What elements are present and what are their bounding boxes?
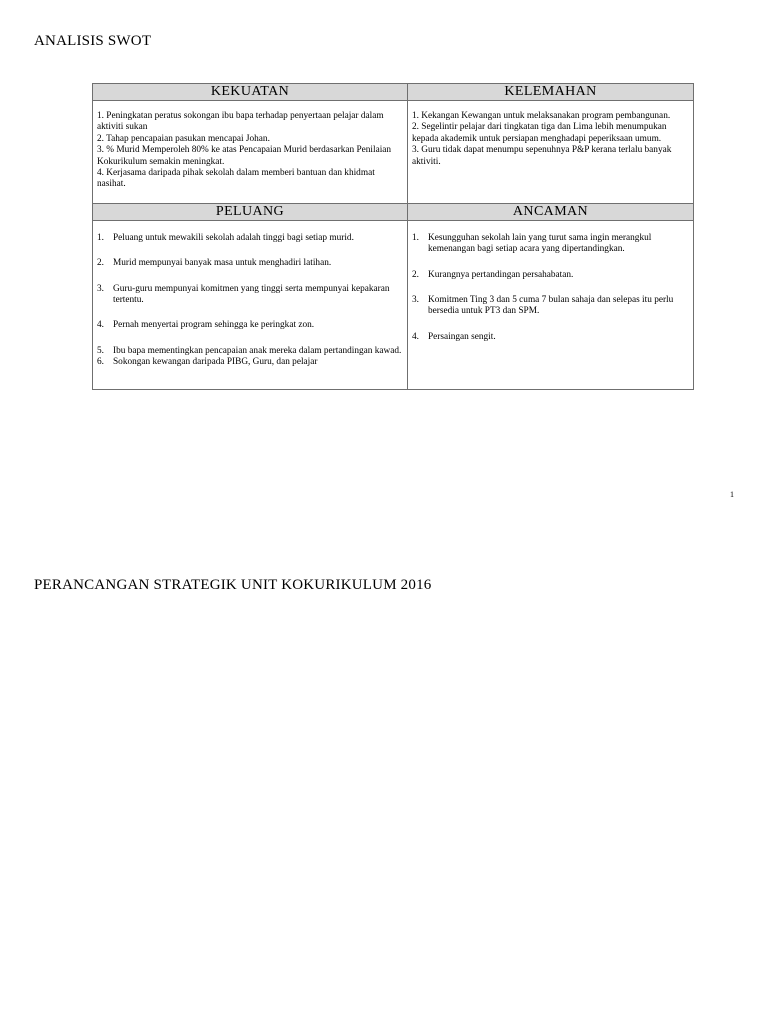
threat-item: 2. Kurangnya pertandingan persahabatan. — [412, 269, 574, 280]
weaknesses-heading: KELEMAHAN — [408, 84, 694, 101]
swot-table — [92, 83, 694, 390]
strengths-cell — [93, 101, 408, 204]
strength-item: 4. Kerjasama daripada pihak sekolah dalam memberi bantuan dan khidmat nasihat. — [97, 168, 375, 190]
threats-cell — [408, 220, 694, 389]
swot-content-row-top — [93, 101, 694, 204]
opportunity-item: 5. Ibu bapa mementingkan pencapaian anak mereka dalam pertandingan kawad. — [97, 345, 402, 356]
opportunity-item: 6. Sokongan kewangan daripada PIBG, Guru, dan pelajar — [97, 357, 318, 368]
opportunities-cell — [93, 220, 408, 389]
threat-item: 1. Kesungguhan sekolah lain yang turut sama ingin merangkul kemenangan bagi setiap acara yang dipertandingkan. — [412, 232, 652, 255]
weakness-item: 1. Kekangan Kewangan untuk melaksanakan program pembangunan. — [412, 111, 671, 121]
weakness-item: 2. Segelintir pelajar dari tingkatan tiga dan Lima lebih menumpukan kepada akademik untuk persiapan menghadapi peperiksaan umum. — [412, 122, 667, 144]
strengths-heading: KEKUATAN — [93, 84, 408, 101]
strength-item: 2. Tahap pencapaian pasukan mencapai Johan. — [97, 133, 270, 144]
threats-heading: ANCAMAN — [408, 203, 694, 220]
swot-header-row-top — [93, 84, 694, 101]
opportunity-item: 4. Pernah menyertai program sehingga ke peringkat zon. — [97, 320, 315, 331]
page-number: 1 — [730, 490, 734, 499]
section-title: PERANCANGAN STRATEGIK UNIT KOKURIKULUM 2016 — [34, 577, 432, 593]
opportunity-item: 1. Peluang untuk mewakili sekolah adalah tinggi bagi setiap murid. — [97, 232, 354, 243]
strength-item: 1. Peningkatan peratus sokongan ibu bapa terhadap penyertaan pelajar dalam aktiviti sukan — [97, 111, 384, 133]
opportunity-item: 2. Murid mempunyai banyak masa untuk menghadiri latihan. — [97, 258, 332, 269]
strength-item: 3. % Murid Memperoleh 80% ke atas Pencapaian Murid berdasarkan Penilaian Kokurikulum semakin meningkat. — [97, 145, 392, 167]
weaknesses-cell — [408, 101, 694, 204]
threat-item: 3. Komitmen Ting 3 dan 5 cuma 7 bulan sahaja dan selepas itu perlu bersedia untuk PT3 dan SPM. — [412, 295, 674, 317]
opportunities-heading: PELUANG — [93, 203, 408, 220]
threat-item: 4. Persaingan sengit. — [412, 331, 496, 342]
weakness-item: 3. Guru tidak dapat menumpu sepenuhnya P&P kerana terlalu banyak aktiviti. — [412, 145, 672, 167]
page-title: ANALISIS SWOT — [34, 33, 152, 49]
swot-header-row-bottom — [93, 203, 694, 220]
opportunity-item: 3. Guru-guru mempunyai komitmen yang tinggi serta mempunyai kepakaran tertentu. — [97, 283, 390, 306]
swot-content-row-bottom — [93, 220, 694, 389]
